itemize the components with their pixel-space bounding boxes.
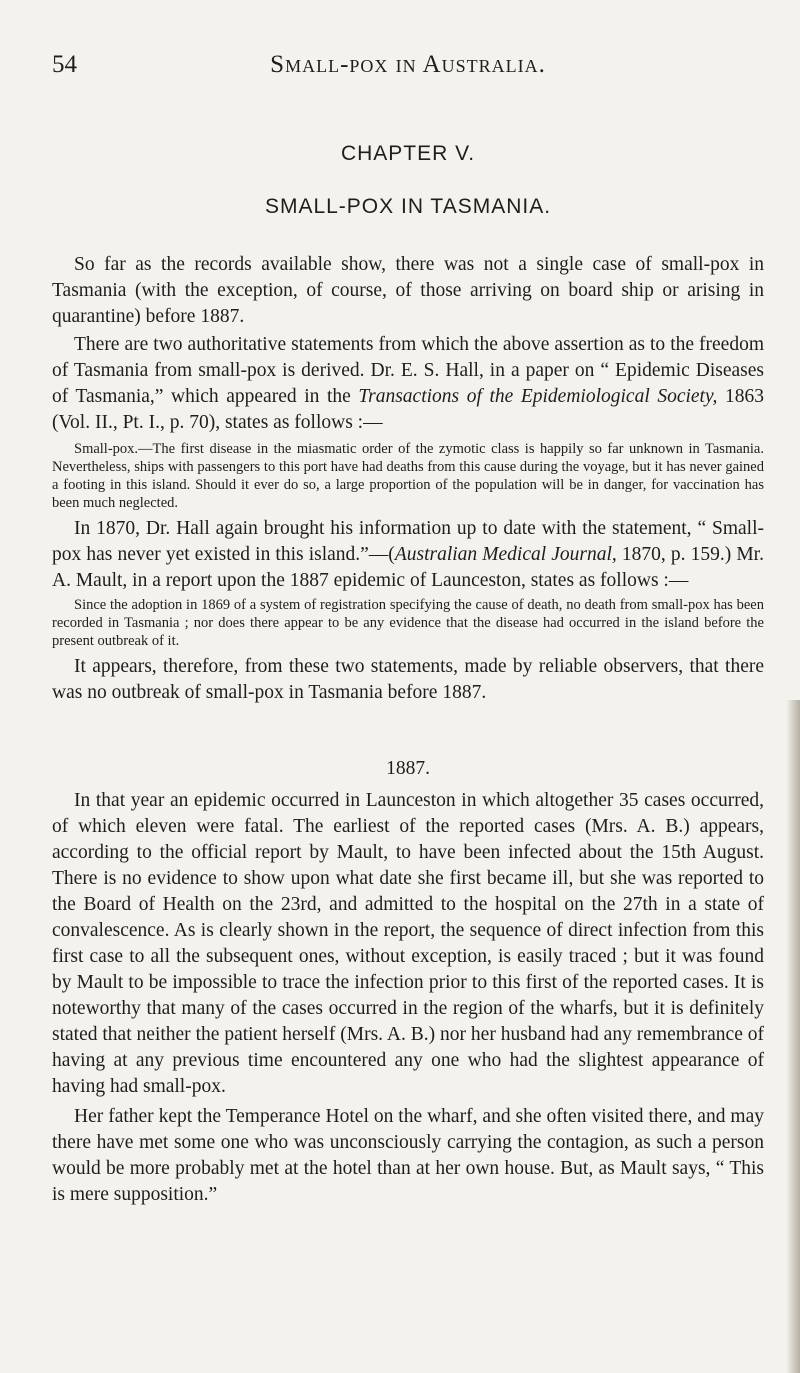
running-title: Small-pox in Australia. bbox=[270, 51, 546, 78]
journal-title-australian-medical: Australian Medical Journal, bbox=[394, 544, 617, 565]
page-number: 54 bbox=[52, 51, 77, 78]
journal-title-transactions: Transactions of the Epidemiological Society, bbox=[358, 386, 718, 407]
paragraph-6: Her father kept the Temperance Hotel on the wharf, and she often visited there, and may there have met some one who was unconsciously carrying the contagion, as such a person would be more probably met at the hotel than at her own house. But, as Mault says, “ This is mere supposition.” bbox=[52, 1106, 764, 1205]
section-year-heading: 1887. bbox=[386, 758, 430, 779]
paragraph-3 bbox=[52, 516, 764, 594]
paragraph-3-text-a: In 1870, Dr. Hall again brought his information up to date with the statement, “ Small-pox has never yet existed in this island.”—( bbox=[52, 518, 764, 565]
paragraph-5: In that year an epidemic occurred in Launceston in which altogether 35 cases occurred, of which eleven were fatal. The earliest of the reported cases (Mrs. A. B.) appears, according to the official report by Mault, to have been infected about the 15th August. There is no evidence to show upon what date she first became ill, but she was reported to the Board of Health on the 23rd, and admitted to the hospital on the 27th in a state of convalescence. As is clearly shown in the report, the sequence of direct infection from this first case to all the subsequent ones, without exception, is easily traced ; but it was found by Mault to be impossible to trace the infection prior to this first of the reported cases. It is noteworthy that many of the cases occurred in the region of the wharfs, but it is definitely stated that neither the patient herself (Mrs. A. B.) nor her husband had any remembrance of having at any previous time encountered any one who had the slightest appearance of having had small-pox. bbox=[52, 790, 764, 1097]
chapter-heading: CHAPTER V. bbox=[340, 142, 476, 165]
paragraph-3-text-b: 1870, p. 159.) Mr. A. Mault, in a report upon the 1887 epidemic of Launceston, states as follows :— bbox=[52, 544, 764, 591]
page-edge-shadow bbox=[786, 700, 800, 1373]
paragraph-2-text-b: 1863 (Vol. II., Pt. I., p. 70), states as follows :— bbox=[52, 386, 764, 433]
paragraph-1: So far as the records available show, there was not a single case of small-pox in Tasmania (with the exception, of course, of those arriving on board ship or arising in quarantine) before 1887. bbox=[52, 254, 764, 327]
paragraph-2 bbox=[52, 332, 764, 436]
block-quote-1: Small-pox.—The first disease in the miasmatic order of the zymotic class is happily so far unknown in Tasmania. Nevertheless, ships with passengers to this port have had deaths from this cause during the voyage, but it has never gained a footing in this island. Should it ever do so, a large proportion of the population will be in danger, for vaccination has been much neglected. bbox=[52, 441, 764, 511]
body-text bbox=[52, 252, 764, 1208]
chapter-title: SMALL-POX IN TASMANIA. bbox=[264, 195, 552, 218]
paragraph-2-text-a: There are two authoritative statements from which the above assertion as to the freedom of Tasmania from small-pox is derived. Dr. E. S. Hall, in a paper on “ Epidemic Diseases of Tasmania,” which appeared in the bbox=[52, 334, 764, 407]
paragraph-4: It appears, therefore, from these two statements, made by reliable observers, that there was no outbreak of small-pox in Tasmania before 1887. bbox=[52, 656, 764, 703]
block-quote-2: Since the adoption in 1869 of a system of registration specifying the cause of death, no death from small-pox has been recorded in Tasmania ; nor does there appear to be any evidence that the disease had occurred in the island before the present outbreak of it. bbox=[52, 597, 764, 649]
